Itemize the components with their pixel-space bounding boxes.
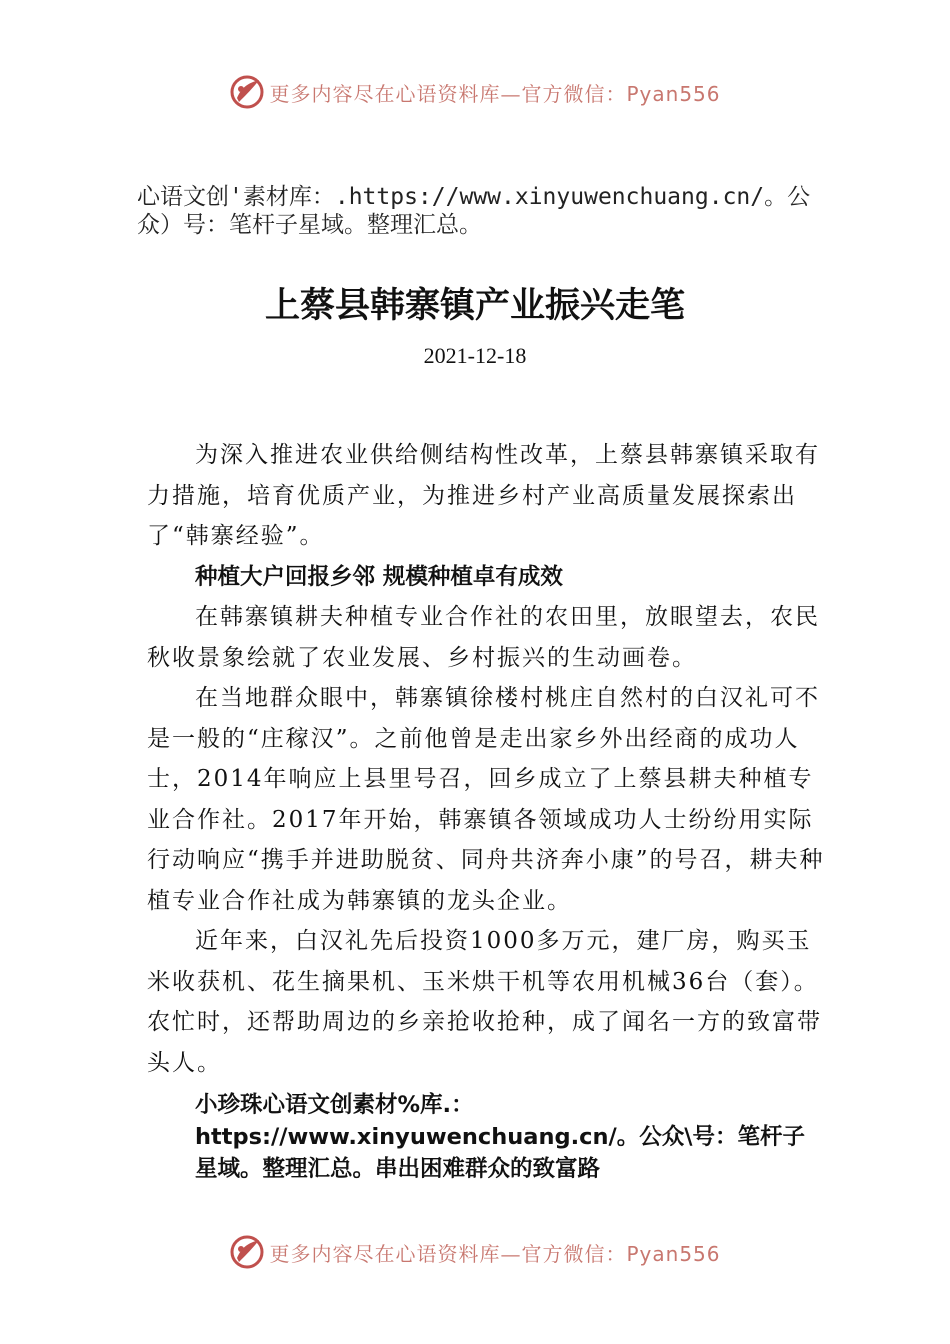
source-note: 心语文创'素材库：.https://www.xinyuwenchuang.cn/。公众）号：笔杆子星域。整理汇总。	[137, 184, 811, 238]
paragraph: 近年来，白汉礼先后投资1000多万元，建厂房，购买玉米收获机、花生摘果机、玉米烘干机等农用机械36台（套）。农忙时，还帮助周边的乡亲抢收抢种，成了闻名一方的致富带头人。	[147, 928, 822, 1076]
logo-icon	[229, 1234, 265, 1270]
paragraph: 在韩寨镇耕夫种植专业合作社的农田里，放眼望去，农民秋收景象绘就了农业发展、乡村振兴的生动画卷。	[147, 604, 820, 671]
header-banner	[0, 72, 950, 112]
wechat-id: Pyan556	[626, 1241, 721, 1266]
wechat-id: Pyan556	[626, 81, 721, 106]
paragraph: 在当地群众眼中，韩寨镇徐楼村桃庄自然村的白汉礼可不是一般的“庄稼汉”。之前他曾是走出家乡外出经商的成功人士，2014年响应上县里号召，回乡成立了上蔡县耕夫种植专业合作社。2017年开始，韩寨镇各领域成功人士纷纷用实际行动响应“携手并进助脱贫、同舟共济奔小康”的号召，耕夫种植专业合作社成为韩寨镇的龙头企业。	[147, 685, 825, 914]
article-title: 上蔡县韩寨镇产业振兴走笔	[264, 286, 685, 326]
logo-icon	[229, 74, 265, 110]
section-heading: 小珍珠心语文创素材%库.：https://www.xinyuwenchuang.cn/。公众\号：笔杆子星域。整理汇总。串出困难群众的致富路	[195, 1092, 805, 1182]
footer-banner	[0, 1232, 950, 1272]
article-body	[147, 435, 827, 1185]
article-date: 2021-12-18	[423, 343, 527, 368]
banner-text: 更多内容尽在心语资料库—官方微信：Pyan556	[269, 1241, 721, 1266]
paragraph: 为深入推进农业供给侧结构性改革，上蔡县韩寨镇采取有力措施，培育优质产业，为推进乡村产业高质量发展探索出了“韩寨经验”。	[147, 442, 820, 549]
section-heading: 种植大户回报乡邻 规模种植卓有成效	[195, 563, 563, 590]
banner-text: 更多内容尽在心语资料库—官方微信：Pyan556	[269, 81, 721, 106]
